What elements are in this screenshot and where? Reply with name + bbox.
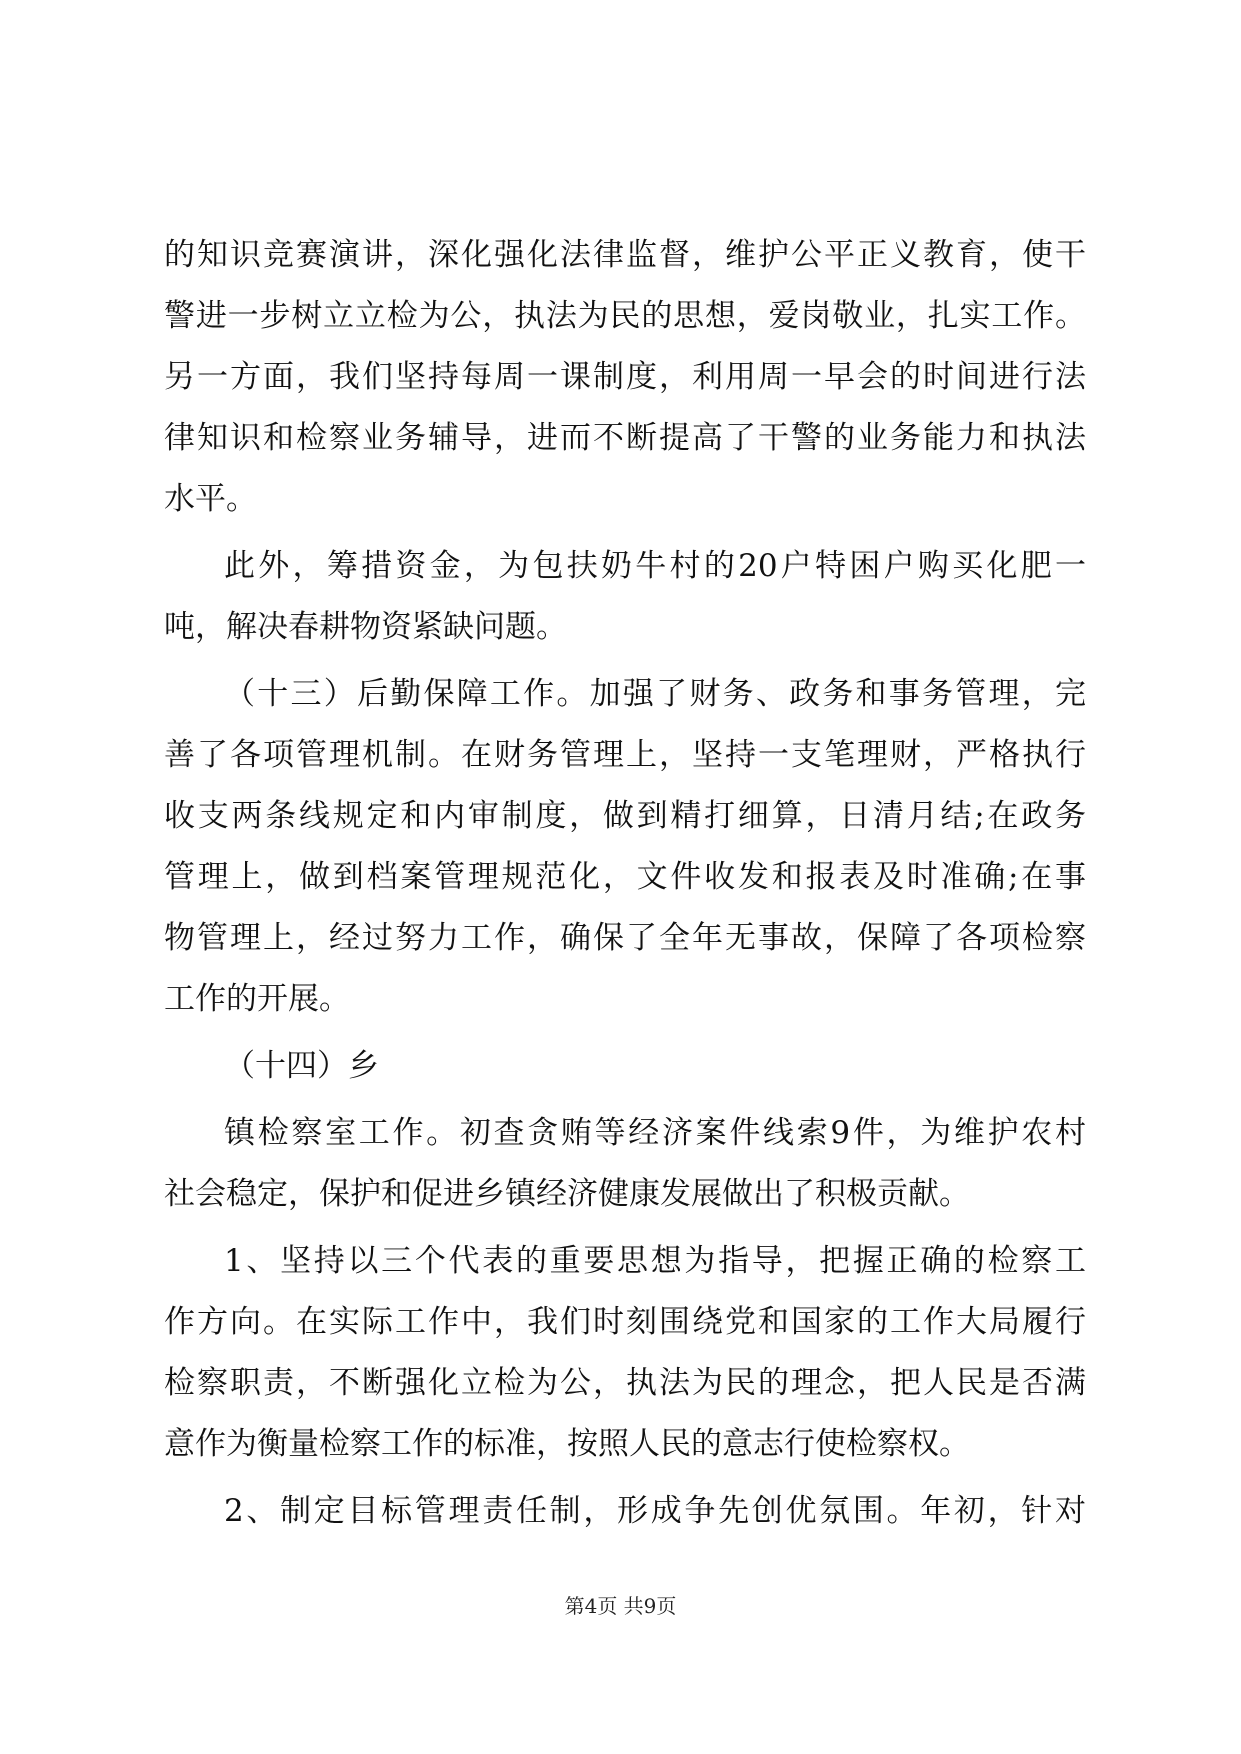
text-line: 另一方面，我们坚持每周一课制度，利用周一早会的时间进行法	[164, 359, 1086, 395]
text-line: 意作为衡量检察工作的标准，按照人民的意志行使检察权。	[164, 1426, 970, 1462]
text-line: 作方向。在实际工作中，我们时刻围绕党和国家的工作大局履行	[164, 1304, 1086, 1340]
text-line: 镇检察室工作。初查贪贿等经济案件线索9件，为维护农村	[224, 1115, 1086, 1151]
text-line: 此外，筹措资金，为包扶奶牛村的20户特困户购买化肥一	[224, 548, 1086, 584]
document-body	[164, 225, 1086, 1542]
paragraph	[164, 1036, 1086, 1097]
text-line: 管理上，做到档案管理规范化，文件收发和报表及时准确;在事	[164, 859, 1086, 895]
text-line: 检察职责，不断强化立检为公，执法为民的理念，把人民是否满	[164, 1365, 1086, 1401]
paragraph	[164, 1103, 1086, 1225]
text-line: 吨，解决春耕物资紧缺问题。	[164, 609, 567, 645]
paragraph	[164, 1231, 1086, 1475]
paragraph	[164, 225, 1086, 530]
text-line: 警进一步树立立检为公，执法为民的思想，爱岗敬业，扎实工作。	[164, 298, 1086, 334]
text-line: （十三）后勤保障工作。加强了财务、政务和事务管理，完	[224, 676, 1086, 712]
text-line: 水平。	[164, 481, 257, 517]
page-footer: 第4页 共9页	[564, 1594, 677, 1618]
text-line: 收支两条线规定和内审制度，做到精打细算，日清月结;在政务	[164, 798, 1086, 834]
text-line: 2、制定目标管理责任制，形成争先创优氛围。年初，针对	[224, 1493, 1086, 1529]
text-line: 1、坚持以三个代表的重要思想为指导，把握正确的检察工	[224, 1243, 1086, 1279]
text-line: 善了各项管理机制。在财务管理上，坚持一支笔理财，严格执行	[164, 737, 1086, 773]
text-line: 律知识和检察业务辅导，进而不断提高了干警的业务能力和执法	[164, 420, 1086, 456]
text-line: 的知识竞赛演讲，深化强化法律监督，维护公平正义教育，使干	[164, 237, 1086, 273]
paragraph	[164, 664, 1086, 1030]
text-line: 工作的开展。	[164, 981, 350, 1017]
text-line: 社会稳定，保护和促进乡镇经济健康发展做出了积极贡献。	[164, 1176, 970, 1212]
paragraph	[164, 536, 1086, 658]
paragraph	[164, 1481, 1086, 1542]
text-line: （十四）乡	[224, 1048, 379, 1084]
text-line: 物管理上，经过努力工作，确保了全年无事故，保障了各项检察	[164, 920, 1086, 956]
